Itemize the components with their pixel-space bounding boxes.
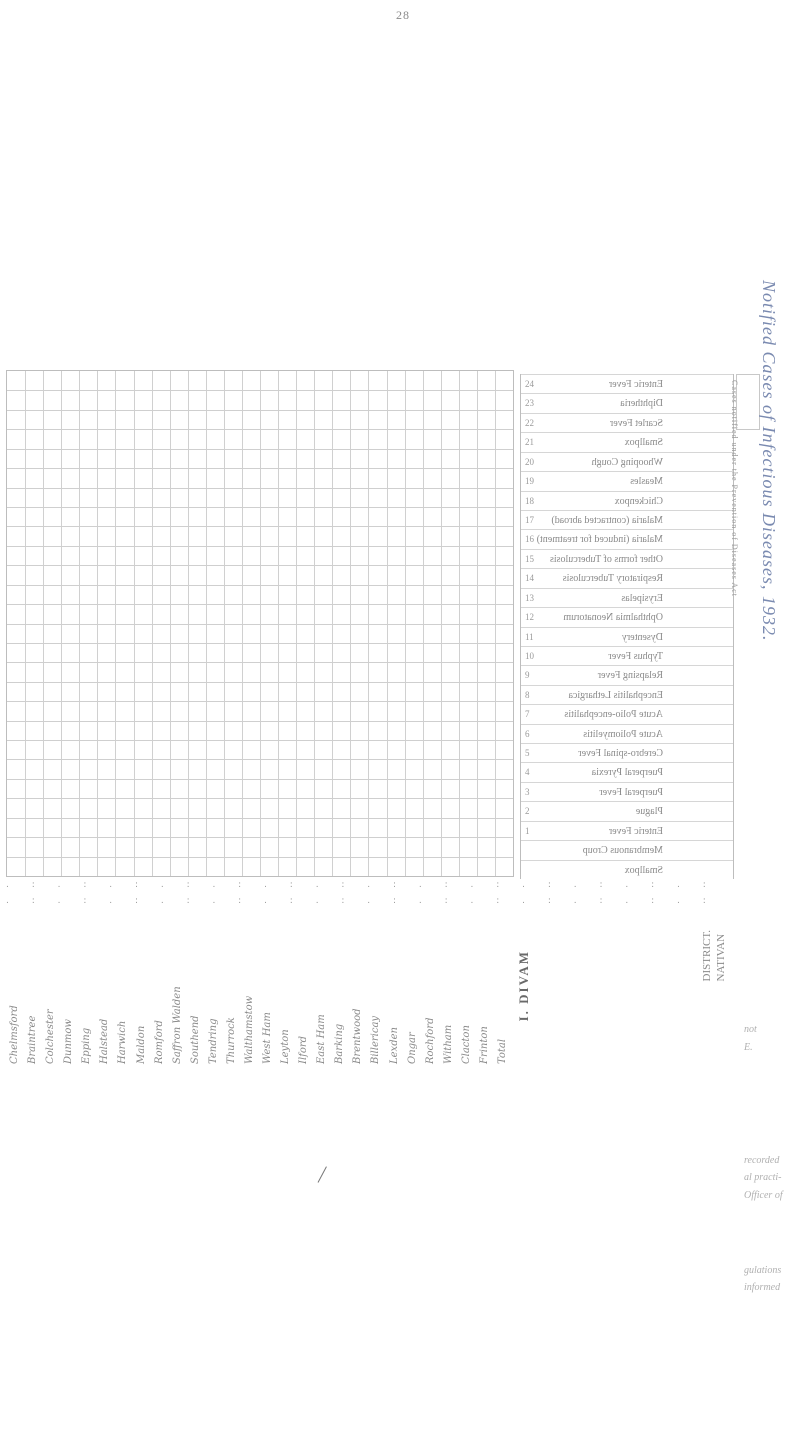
disease-row bbox=[521, 549, 733, 569]
disease-number: 6 bbox=[525, 728, 530, 739]
district-column-label: Walthamstow bbox=[243, 995, 255, 1064]
disease-number: 3 bbox=[525, 786, 530, 797]
disease-row bbox=[521, 743, 733, 763]
disease-row bbox=[521, 860, 733, 880]
disease-name: Malaria (induced for treatment) bbox=[536, 534, 663, 546]
grid-row-line bbox=[7, 701, 513, 702]
disease-name: Enteric Fever bbox=[608, 379, 663, 390]
disease-name: Respiratory Tuberculosis bbox=[562, 573, 663, 585]
disease-row bbox=[521, 840, 733, 860]
disease-name: Other forms of Tuberculosis bbox=[549, 553, 663, 565]
district-column-label: Halstead bbox=[99, 1018, 111, 1064]
grid-row-line bbox=[7, 818, 513, 819]
district-label: DISTRICT. NATIVAN bbox=[701, 930, 727, 982]
district-column-label: Saffron Walden bbox=[171, 986, 183, 1064]
edge-note: not bbox=[744, 1024, 757, 1035]
disease-number: 21 bbox=[525, 437, 534, 448]
total-label: I. DIVAM bbox=[516, 950, 531, 1022]
disease-row bbox=[521, 782, 733, 802]
disease-number: 5 bbox=[525, 748, 530, 759]
disease-name: Dysentery bbox=[621, 631, 663, 643]
page-number: 28 bbox=[396, 8, 410, 22]
district-column-label: Barking bbox=[334, 1023, 346, 1064]
disease-row bbox=[521, 568, 733, 588]
district-column-label: Total bbox=[496, 1038, 508, 1064]
district-column-label: Ongar bbox=[406, 1032, 418, 1064]
disease-name: Chickenpox bbox=[614, 495, 663, 507]
disease-number: 19 bbox=[525, 476, 534, 487]
district-column-label: Lexden bbox=[388, 1027, 400, 1064]
disease-number: 1 bbox=[525, 825, 530, 836]
disease-number: 15 bbox=[525, 553, 534, 564]
grid-row-line bbox=[7, 604, 513, 605]
grid-row-line bbox=[7, 643, 513, 644]
disease-row bbox=[521, 665, 733, 685]
district-column-label: West Ham bbox=[262, 1012, 274, 1064]
grid-row-line bbox=[7, 624, 513, 625]
side-caption: Cases notified under the Prevention of Diseases Act bbox=[730, 380, 739, 597]
disease-row bbox=[521, 413, 733, 433]
disease-row bbox=[521, 801, 733, 821]
disease-name: Cerebro-spinal Fever bbox=[578, 748, 663, 760]
grid-row-line bbox=[7, 857, 513, 858]
district-column-label: Leyton bbox=[280, 1029, 292, 1064]
disease-name: Plague bbox=[635, 806, 663, 818]
disease-row bbox=[521, 704, 733, 724]
grid-row-line bbox=[7, 779, 513, 780]
dot-row: . : . : . : . : . : . : . : . : . : . : . : . : . : . : bbox=[6, 880, 716, 890]
edge-note: gulations bbox=[744, 1265, 782, 1276]
disease-name: Measles bbox=[630, 476, 663, 488]
district-column-label: Frinton bbox=[478, 1026, 490, 1064]
disease-number: 16 bbox=[525, 534, 534, 545]
disease-row bbox=[521, 471, 733, 491]
disease-number: 24 bbox=[525, 379, 534, 389]
district-column-label: Witham bbox=[442, 1024, 454, 1064]
grid-row-line bbox=[7, 468, 513, 469]
district-column-label: Clacton bbox=[460, 1025, 472, 1064]
disease-row bbox=[521, 452, 733, 472]
disease-row bbox=[521, 393, 733, 413]
disease-number: 9 bbox=[525, 670, 530, 681]
disease-name: Erysipelas bbox=[621, 592, 663, 604]
district-column-label: Ilford bbox=[298, 1035, 310, 1064]
disease-name: Whooping Cough bbox=[591, 456, 663, 468]
disease-name: Puerperal Pyrexia bbox=[591, 767, 663, 779]
disease-name: Puerperal Fever bbox=[599, 786, 663, 798]
district-column-label: Southend bbox=[189, 1015, 201, 1064]
edge-note: al practi- bbox=[744, 1172, 782, 1183]
disease-name: Typhus Fever bbox=[608, 650, 663, 662]
disease-row bbox=[521, 607, 733, 627]
disease-row bbox=[521, 821, 733, 841]
disease-name: Acute Polio-encephalitis bbox=[564, 709, 663, 721]
grid-row-line bbox=[7, 565, 513, 566]
disease-row bbox=[521, 627, 733, 647]
edge-note: Officer of bbox=[744, 1190, 783, 1201]
disease-number: 22 bbox=[525, 417, 534, 428]
disease-number: 4 bbox=[525, 767, 530, 778]
disease-name-column bbox=[520, 374, 734, 879]
district-column-label: Tendring bbox=[207, 1018, 219, 1064]
disease-name: Acute Poliomyelitis bbox=[583, 728, 663, 740]
disease-name: Smallpox bbox=[624, 437, 663, 449]
district-column-label: Colchester bbox=[45, 1009, 57, 1064]
grid-row-line bbox=[7, 488, 513, 489]
district-column-label: Harwich bbox=[117, 1020, 129, 1064]
disease-name: Malaria (contracted abroad) bbox=[551, 514, 663, 526]
grid-row-line bbox=[7, 526, 513, 527]
edge-note: recorded bbox=[744, 1155, 780, 1166]
disease-name: Smallpox bbox=[624, 864, 663, 876]
grid-row-line bbox=[7, 546, 513, 547]
district-column-label: Romford bbox=[153, 1020, 165, 1064]
disease-row bbox=[521, 685, 733, 705]
disease-number: 23 bbox=[525, 398, 534, 409]
disease-number: 13 bbox=[525, 592, 534, 603]
disease-row bbox=[521, 724, 733, 744]
disease-number: 18 bbox=[525, 495, 534, 506]
grid-row-line bbox=[7, 390, 513, 391]
disease-row bbox=[521, 432, 733, 452]
disease-name: Scarlet Fever bbox=[609, 417, 663, 429]
grid-row-line bbox=[7, 662, 513, 663]
grid-row-line bbox=[7, 798, 513, 799]
disease-row bbox=[521, 588, 733, 608]
disease-name: Ophthalmia Neonatorum bbox=[563, 612, 663, 624]
disease-row bbox=[521, 529, 733, 549]
district-column-label: East Ham bbox=[316, 1014, 328, 1064]
district-column-label: Rochford bbox=[424, 1017, 436, 1064]
edge-note: E. bbox=[744, 1042, 753, 1053]
disease-number: 2 bbox=[525, 806, 530, 817]
corner-box bbox=[736, 374, 760, 430]
pencil-mark bbox=[318, 1166, 327, 1182]
district-column-label: Brentwood bbox=[352, 1008, 364, 1064]
data-grid bbox=[6, 370, 514, 877]
disease-number: 7 bbox=[525, 709, 530, 720]
edge-note: informed bbox=[744, 1282, 781, 1293]
district-column-label: Billericay bbox=[370, 1015, 382, 1064]
disease-row bbox=[521, 510, 733, 530]
district-column-label: Maldon bbox=[135, 1025, 147, 1064]
disease-number: 11 bbox=[525, 631, 534, 642]
disease-number: 10 bbox=[525, 650, 534, 661]
disease-name: Diphtheria bbox=[620, 398, 663, 410]
disease-name: Relapsing Fever bbox=[597, 670, 663, 682]
grid-row-line bbox=[7, 759, 513, 760]
disease-number: 14 bbox=[525, 573, 534, 584]
grid-row-line bbox=[7, 410, 513, 411]
district-column-label: Dunmow bbox=[63, 1019, 75, 1064]
disease-row bbox=[521, 374, 733, 394]
grid-row-line bbox=[7, 837, 513, 838]
disease-row bbox=[521, 646, 733, 666]
grid-row-line bbox=[7, 507, 513, 508]
disease-number: 20 bbox=[525, 456, 534, 467]
grid-row-line bbox=[7, 429, 513, 430]
side-title: Notified Cases of Infectious Diseases, 1932. bbox=[759, 280, 779, 642]
disease-number: 17 bbox=[525, 514, 534, 525]
district-column-label: Epping bbox=[81, 1027, 93, 1064]
disease-number: 12 bbox=[525, 612, 534, 623]
district-column-label: Chelmsford bbox=[9, 1005, 21, 1064]
disease-name: Membranous Croup bbox=[582, 845, 663, 857]
dot-row: . : . : . : . : . : . : . : . : . : . : . : . : . : . : bbox=[6, 896, 716, 906]
grid-row-line bbox=[7, 682, 513, 683]
grid-row-line bbox=[7, 449, 513, 450]
grid-row-line bbox=[7, 740, 513, 741]
district-column-label: Braintree bbox=[27, 1015, 39, 1064]
grid-row-line bbox=[7, 721, 513, 722]
disease-row bbox=[521, 762, 733, 782]
grid-row-line bbox=[7, 585, 513, 586]
disease-number: 8 bbox=[525, 689, 530, 700]
district-column-label: Thurrock bbox=[225, 1017, 237, 1064]
disease-name: Enteric Fever bbox=[608, 825, 663, 837]
disease-row bbox=[521, 491, 733, 511]
disease-name: Encephalitis Lethargica bbox=[568, 689, 663, 701]
